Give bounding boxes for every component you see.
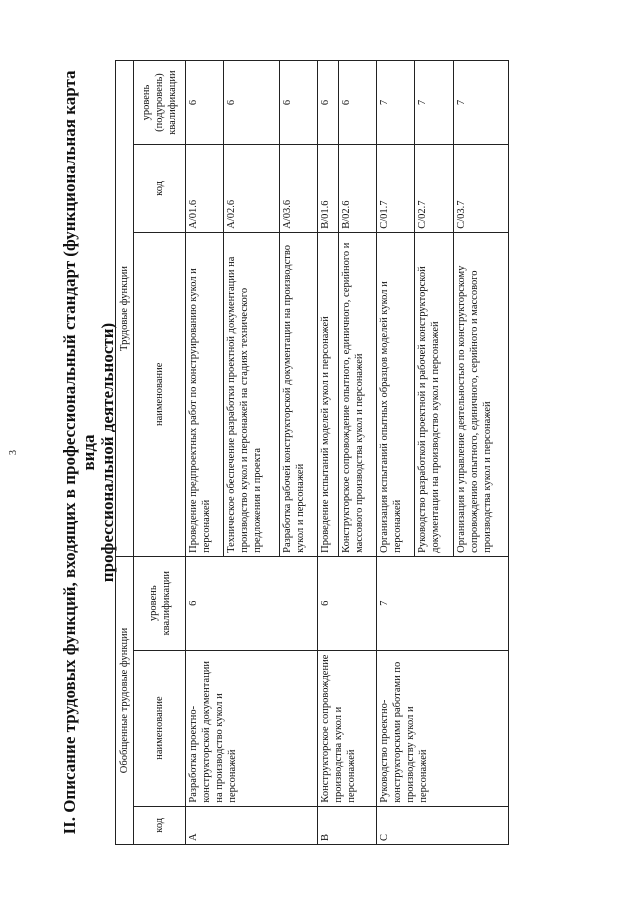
header-labor-code: код: [134, 145, 186, 233]
tf-name: Конструкторское сопровождение опытного, единичного, серийного и массового производства кукол и персонажей: [338, 232, 376, 556]
title-line-1: II. Описание трудовых функций, входящих в профессиональный стандарт (функциональная карта вида: [60, 70, 98, 835]
tf-code: A/02.6: [224, 145, 279, 233]
tf-level: 7: [453, 61, 508, 145]
tf-level: 6: [338, 61, 376, 145]
tf-code: A/03.6: [279, 145, 317, 233]
header-level: уровень квалификации: [134, 556, 186, 650]
gtf-level: 7: [377, 556, 509, 650]
tf-level: 7: [377, 61, 415, 145]
header-sublevel: уровень (подуровень) квалификации: [134, 61, 186, 145]
gtf-name: Конструкторское сопровождение производства кукол и персонажей: [317, 650, 376, 806]
gtf-code: B: [317, 806, 376, 844]
gtf-level: 6: [317, 556, 376, 650]
gtf-name: Разработка проектно-конструкторской документации на производство кукол и персонажей: [186, 650, 318, 806]
header-labor-name: наименование: [134, 232, 186, 556]
header-labor-functions: Трудовые функции: [116, 61, 134, 557]
tf-name: Организация и управление деятельностью по конструкторскому сопровождению опытного, единичного, серийного и массового производства кукол и персонажей: [453, 232, 508, 556]
header-name: наименование: [134, 650, 186, 806]
tf-level: 6: [279, 61, 317, 145]
table-row: [186, 61, 224, 845]
section-title: [60, 60, 117, 845]
tf-level: 6: [186, 61, 224, 145]
gtf-level: 6: [186, 556, 318, 650]
tf-code: C/03.7: [453, 145, 508, 233]
gtf-name: Руководство проектно-конструкторскими работами по производству кукол и персонажей: [377, 650, 509, 806]
tf-level: 6: [224, 61, 279, 145]
title-line-2: профессиональной деятельности): [98, 322, 117, 583]
gtf-code: A: [186, 806, 318, 844]
tf-name: Проведение предпроектных работ по конструированию кукол и персонажей: [186, 232, 224, 556]
tf-code: B/01.6: [317, 145, 338, 233]
tf-name: Проведение испытаний моделей кукол и персонажей: [317, 232, 338, 556]
tf-name: Организация испытаний опытных образцов моделей кукол и персонажей: [377, 232, 415, 556]
gtf-code: C: [377, 806, 509, 844]
tf-name: Техническое обеспечение разработки проектной документации на производство кукол и персонажей на стадиях технического предложения и проекта: [224, 232, 279, 556]
tf-code: C/02.7: [415, 145, 453, 233]
functional-map-table-wrapper: [115, 60, 509, 845]
header-code: код: [134, 806, 186, 844]
tf-code: A/01.6: [186, 145, 224, 233]
header-generalized-functions: Обобщенные трудовые функции: [116, 556, 134, 844]
table-row: [377, 61, 415, 845]
page-number: 3: [8, 450, 19, 455]
tf-level: 7: [415, 61, 453, 145]
tf-name: Разработка рабочей конструкторской документации на производство кукол и персонажей: [279, 232, 317, 556]
tf-name: Руководство разработкой проектной и рабочей конструкторской документации на производство кукол и персонажей: [415, 232, 453, 556]
tf-code: B/02.6: [338, 145, 376, 233]
table-row: [317, 61, 338, 845]
tf-code: C/01.7: [377, 145, 415, 233]
tf-level: 6: [317, 61, 338, 145]
functional-map-table: [115, 60, 509, 845]
